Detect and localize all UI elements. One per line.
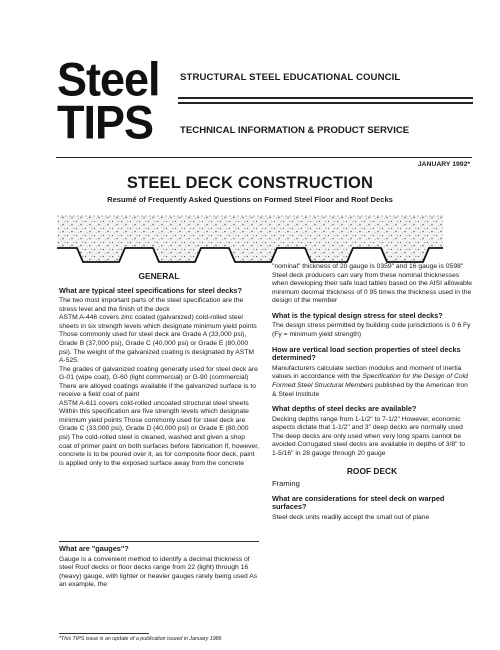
subheading-framing: Framing <box>272 479 300 489</box>
steel-deck-illustration <box>57 206 443 264</box>
header-rule-top <box>178 97 473 99</box>
answer-paragraph <box>272 365 472 399</box>
question-warped-surfaces: What are considerations for steel deck on warped surfaces? <box>272 493 445 512</box>
answer-paragraph: The grades of galvanized coating generally used for steel deck are G-01 (wipe coat), G-60 (light commercial) or G-90 (commercial) There are alloyed coatings available if the galvanized surface is to receive a field coat of paint <box>59 365 258 399</box>
page-title: STEEL DECK CONSTRUCTION <box>126 174 374 192</box>
answer-paragraph: Steel deck units readily accept the small out of plane <box>272 514 430 522</box>
issue-date: JANUARY 1992* <box>417 161 470 168</box>
answer-paragraph: "nominal" thickness of 20 gauge is 0359" and 16 gauge is 0598" Steel deck producers can vary from these nominal thicknesses when developing their safe load tables based on the AISI allowable minimum decimal thickness of 0 95 times the thickness used in the design of the member <box>272 263 473 305</box>
footnote-rule <box>59 633 149 634</box>
header-rule-bottom <box>178 102 473 104</box>
answer-paragraph: Decking depths range from 1-1/2" to 7-1/2" However, economic aspects dictate that 1-1/2" and 3" deep decks are normally used The deep decks are only used when very long spans cannot be avoided Corrugated steel decks are available in depths of 3/8" to 1-5/16" in 28 gauge through 20 gauge <box>272 415 466 458</box>
service-name: TECHNICAL INFORMATION & PRODUCT SERVICE <box>180 125 410 136</box>
column-separator <box>59 541 259 542</box>
page-subtitle: Resumé of Frequently Asked Questions on Formed Steel Floor and Roof Decks <box>107 195 393 204</box>
answer-text: published by the American Iron & Steel Institute <box>272 382 468 398</box>
answer-text: Manufacturers calculate section modulus and moment of inertia values in accordance with the <box>272 364 462 381</box>
question-design-stress: What is the typical design stress for steel decks? <box>272 310 443 320</box>
section-heading-general: GENERAL <box>138 271 180 281</box>
question-section-properties: How are vertical load section properties of steel decks determined? <box>272 344 461 363</box>
steel-tips-logo <box>57 52 167 150</box>
left-column-lower <box>59 545 259 590</box>
answer-paragraph: The design stress permitted by building code jurisdictions is 0 6 Fy (Fy = minimum yield strength) <box>272 322 471 338</box>
organization-name: STRUCTURAL STEEL EDUCATIONAL COUNCIL <box>180 72 401 83</box>
answer-paragraph: ASTM A-446 covers zinc coated (galvanized) cold-rolled steel sheets in six strength levels which designate minimum yield points Those commonly used for steel deck are Grade A (33,000 psi), Grade B (37,000 psi), Grade C (40,000 psi) or Grade E (80,000 psi). The weight of the galvanized coating is designated by ASTM A-525. <box>59 314 257 365</box>
answer-paragraph: The two most important parts of the steel specification are the stress level and the finish of the deck <box>59 297 244 313</box>
logo-line-steel: Steel <box>57 52 160 107</box>
section-heading-roof-deck: ROOF DECK <box>346 465 398 476</box>
left-column <box>59 272 259 468</box>
answer-paragraph: ASTM A-611 covers cold-rolled uncoated structural steel sheets Within this specification are five strength levels which designate minimum yield points Those commonly used for steel deck are Grade C (33,000 psi), Grade D (40,000 psi) or Grade E (80,000 psi) The cold-rolled steel is cleaned, washed and given a shop coat of primer paint on both surfaces before fabrication If, however, concrete is to be poured over it, as for composite floor deck, paint is applied only to the exposed surface away from the concrete <box>59 399 259 467</box>
question-gauges: What are "gauges"? <box>59 544 129 553</box>
footnote: *This TIPS issue is an update of a publication issued in January 1986 <box>59 636 222 642</box>
specification-title: Specification for the Design of Cold Formed Steel Structural Members <box>272 373 468 390</box>
question-steel-specifications: What are typical steel specifications for steel decks? <box>59 285 242 295</box>
page-rule <box>56 157 472 158</box>
answer-paragraph: Gauge is a convenient method to identify a decimal thickness of steel Roof decks or floor decks range from 22 (light) through 16 (heavy) gauge, with lighter or heavier gauges rarely being used As an example, the <box>59 555 258 589</box>
question-deck-depths: What depths of steel decks are available? <box>272 404 417 414</box>
right-column <box>272 263 472 523</box>
logo-line-tips: TIPS <box>57 95 154 150</box>
